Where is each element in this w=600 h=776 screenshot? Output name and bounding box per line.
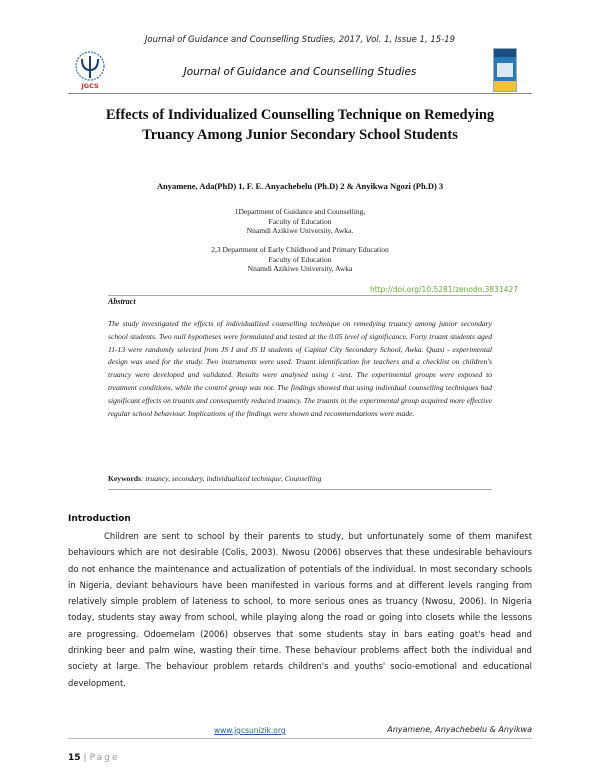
- affiliation-1: [0, 207, 600, 236]
- page-separator: |: [83, 753, 87, 763]
- footer-authors: Anyamene, Anyachebelu & Anyikwa: [387, 725, 532, 734]
- affiliation-1-line: Nnamdi Azikiwe University, Awka.: [246, 226, 354, 235]
- abstract-body: The study investigated the effects of individualized counselling technique on remedying truancy among junior secondary school students. Two null hypotheses were formulated and tested at the 0.05 level of significance. Forty truant students aged 11-13 were randomly selected from JS I and JS II students of Capital City Secondary School, Awka. Quasi - experimental design was used for the study. Two instruments were used. Truant identification for teachers and a checklist on children's truancy were developed and validated. Results were analysed using t -test. The experimental groups were exposed to treatment conditions, while the control group was not. The findings showed that using individual counselling techniques had significant effects on truants and consequently reduced truancy. The truants in the experimental group acquired more effective regular school behaviour. Implications of the findings were shown and recommendations were made.: [108, 319, 492, 418]
- journal-cover-icon: [493, 48, 517, 92]
- footer-rule: [68, 738, 532, 739]
- page-number-value: 15: [68, 753, 81, 763]
- affiliation-2-line: 2,3 Department of Early Childhood and Primary Education: [211, 245, 389, 254]
- keywords-list: : truancy, secondary, individualized technique, Counselling: [140, 474, 322, 483]
- affiliation-2: [0, 245, 600, 274]
- affiliation-2-line: Nnamdi Azikiwe University, Awka: [247, 264, 353, 273]
- keywords-label: Keywords: [108, 474, 141, 483]
- header-rule: [68, 93, 532, 94]
- journal-name: Journal of Guidance and Counselling Studies: [183, 66, 417, 78]
- abstract-heading: Abstract: [108, 297, 136, 306]
- affiliation-1-line: Faculty of Education: [268, 216, 332, 226]
- logo-text: JGCS: [81, 82, 99, 90]
- doi-link[interactable]: http://doi.org/10.5281/zenodo.3831427: [369, 285, 518, 294]
- abstract-bottom-rule: [108, 489, 492, 490]
- paper-title: Effects of Individualized Counselling Technique on Remedying Truancy Among Junior Secondary School Students: [105, 107, 495, 143]
- authors: Anyamene, Ada(PhD) 1, F. E. Anyachebelu (Ph.D) 2 & Anyikwa Ngozi (Ph.D) 3: [156, 181, 444, 191]
- page-number: [68, 753, 119, 763]
- abstract-rule: [108, 295, 492, 296]
- page-label: Page: [89, 753, 120, 763]
- running-header: Journal of Guidance and Counselling Studies, 2017, Vol. 1, Issue 1, 15-19: [144, 35, 456, 45]
- affiliation-2-line: Faculty of Education: [268, 254, 332, 264]
- affiliation-1-line: 1Department of Guidance and Counselling,: [234, 207, 366, 216]
- footer-website-link[interactable]: www.jgcsunizik.org: [214, 726, 286, 735]
- introduction-heading: Introduction: [68, 514, 131, 524]
- introduction-body: Children are sent to school by their parents to study, but unfortunately some of them manifest behaviours which are not desirable (Colis, 2003). Nwosu (2006) observes that these undesirable behaviours do not enhance the maintenance and actualization of potentials of the individual. In most secondary schools in Nigeria, deviant behaviours have been manifested in various forms and at different levels ranging from relatively simple problem of lateness to school, to more serious ones as truancy (Nwosu, 2006). In Nigeria today, students stay away from school, while playing along the road or going into closets while the lessons are progressing. Odoemelam (2006) observes that some students stay in bars eating goat's head and drinking beer and palm wine, wasting their time. These behaviour problems affect both the individual and society at large. The behaviour problem retards children's and youths' socio-emotional and educational development.: [68, 531, 532, 688]
- keywords: [108, 474, 492, 483]
